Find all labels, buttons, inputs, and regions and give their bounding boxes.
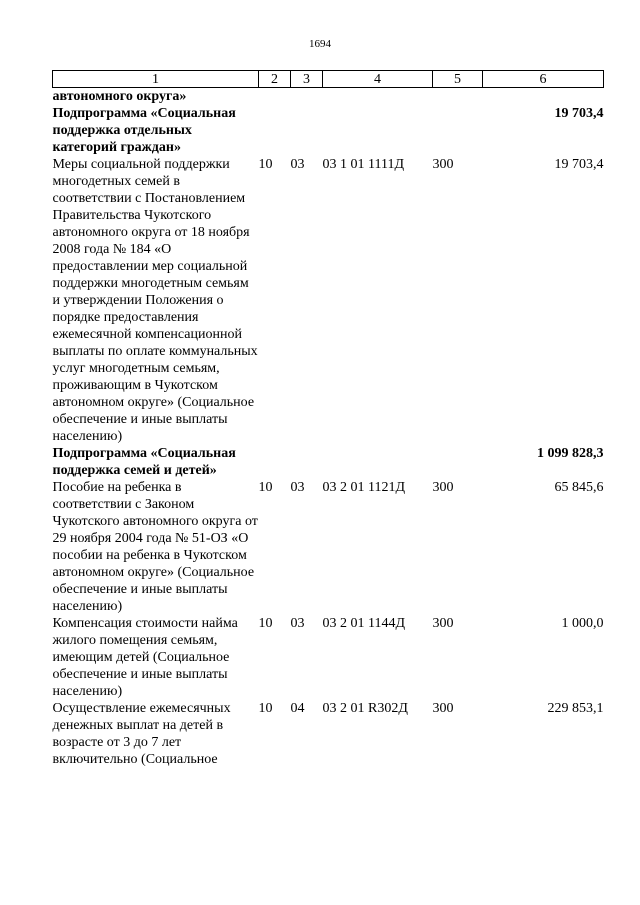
row-subsection	[291, 105, 323, 156]
row-target-article: 03 2 01 1144Д	[322, 616, 406, 631]
table-row	[53, 700, 604, 768]
column-header-5: 5	[433, 71, 483, 88]
row-section	[259, 88, 291, 106]
row-name: автономного округа»	[52, 89, 187, 104]
row-amount: 65 845,6	[554, 480, 604, 495]
row-name: Меры социальной поддержки многодетных семей в соответствии с Постановлением Правительства Чукотского автономного округа от 18 ноября 2008 года № 184 «О предоставлении мер социальной поддержки многодетным семьям и утверждении Положения о порядке предоставления ежемесячной компенсационной выплаты по оплате коммунальных услуг многодетным семьям, проживающим в Чукотском автономном округе» (Социальное обеспечение и иные выплаты населению)	[52, 157, 258, 444]
row-section: 10	[258, 480, 273, 495]
table-header-row	[53, 71, 604, 88]
row-name: Осуществление ежемесячных денежных выплат на детей в возрасте от 3 до 7 лет включительно (Социальное	[52, 701, 231, 767]
row-expense-type: 300	[432, 701, 454, 716]
table-row	[53, 88, 604, 106]
row-target-article	[323, 105, 433, 156]
column-header-2: 2	[259, 71, 291, 88]
row-subsection: 03	[290, 616, 305, 631]
row-expense-type: 300	[432, 480, 454, 495]
row-amount: 19 703,4	[554, 157, 604, 172]
row-subsection: 03	[290, 480, 305, 495]
table-row	[53, 445, 604, 479]
row-section: 10	[258, 616, 273, 631]
row-expense-type: 300	[432, 616, 454, 631]
row-target-article: 03 2 01 1121Д	[322, 480, 406, 495]
row-subsection: 04	[290, 701, 305, 716]
column-header-1: 1	[53, 71, 259, 88]
row-name: Подпрограмма «Социальная поддержка семей и детей»	[52, 446, 236, 478]
row-subsection: 03	[290, 157, 305, 172]
row-section	[259, 445, 291, 479]
row-name: Подпрограмма «Социальная поддержка отдельных категорий граждан»	[52, 106, 236, 155]
row-target-article	[323, 445, 433, 479]
row-amount	[483, 88, 604, 106]
table-row	[53, 156, 604, 445]
column-header-4: 4	[323, 71, 433, 88]
row-section: 10	[258, 157, 273, 172]
table-row	[53, 479, 604, 615]
table-row	[53, 615, 604, 700]
row-target-article	[323, 88, 433, 106]
row-target-article: 03 2 01 R302Д	[322, 701, 408, 716]
row-name: Компенсация стоимости найма жилого помещения семьям, имеющим детей (Социальное обеспечение и иные выплаты населению)	[52, 616, 238, 699]
row-target-article: 03 1 01 1111Д	[322, 157, 404, 172]
row-expense-type	[433, 445, 483, 479]
row-amount: 229 853,1	[547, 701, 604, 716]
row-name: Пособие на ребенка в соответствии с Законом Чукотского автономного округа от 29 ноября 2004 года № 51-ОЗ «О пособии на ребенка в Чукотском автономном округе» (Социальное обеспечение и иные выплаты населению)	[52, 480, 258, 614]
column-header-6: 6	[483, 71, 604, 88]
row-subsection	[291, 445, 323, 479]
row-expense-type	[433, 88, 483, 106]
row-subsection	[291, 88, 323, 106]
row-expense-type	[433, 105, 483, 156]
row-amount: 19 703,4	[554, 106, 604, 121]
row-amount: 1 000,0	[561, 616, 604, 631]
budget-table	[52, 70, 604, 768]
column-header-3: 3	[291, 71, 323, 88]
row-expense-type: 300	[432, 157, 454, 172]
row-section: 10	[258, 701, 273, 716]
page-number: 1694	[309, 38, 331, 50]
row-section	[259, 105, 291, 156]
table-row	[53, 105, 604, 156]
row-amount: 1 099 828,3	[537, 446, 604, 461]
